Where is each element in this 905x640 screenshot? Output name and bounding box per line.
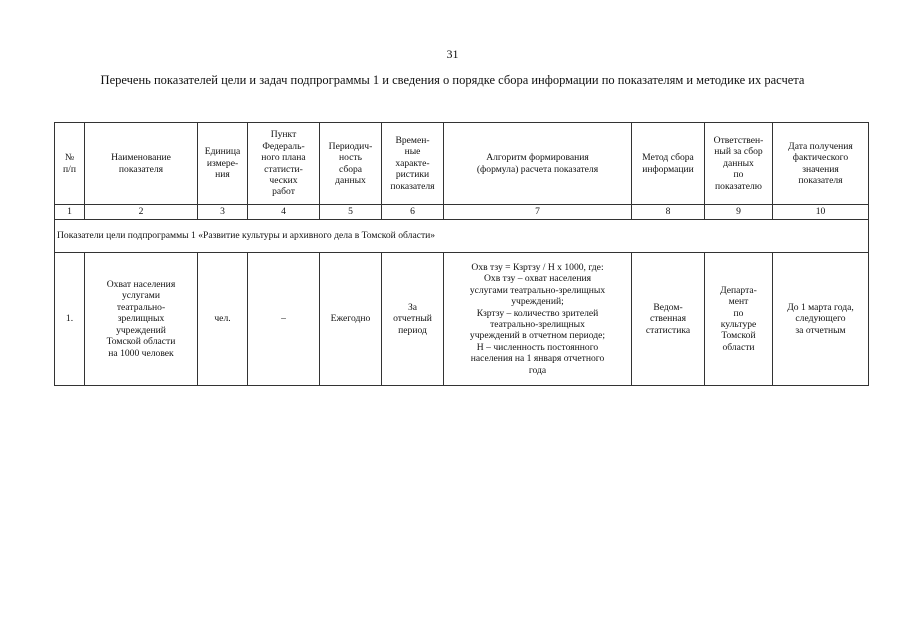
column-number: 6: [382, 205, 444, 220]
header-line: Периодич-: [328, 140, 373, 152]
header-line: ристики: [395, 169, 430, 181]
header-line: показателю: [715, 180, 762, 192]
cell-line: Ведом-: [653, 301, 683, 313]
column-number-row: [55, 205, 869, 220]
column-header-6: [382, 123, 444, 205]
document-title: Перечень показателей цели и задач подпрограммы 1 и сведения о порядке сбора информации по показателям и методике их расчета: [100, 73, 805, 87]
header-line: ный за сбор: [714, 146, 763, 158]
header-line: Ответствен-: [713, 134, 764, 146]
section-row: [55, 220, 869, 253]
cell-line: Охв тзу – охват населения: [483, 273, 592, 285]
cell-line: Кзртзу – количество зрителей: [476, 307, 599, 319]
header-line: ческих: [269, 174, 298, 186]
header-line: измере-: [206, 157, 239, 169]
header-line: по: [733, 169, 744, 181]
header-line: сбора: [338, 163, 363, 175]
header-line: Федераль-: [262, 140, 305, 152]
header-line: данных: [335, 174, 366, 186]
header-line: фактического: [792, 152, 849, 164]
cell-line: статистика: [645, 324, 691, 336]
cell-line: культуре: [720, 319, 757, 330]
header-line: характе-: [395, 157, 430, 169]
cell-line: учреждений;: [511, 296, 564, 308]
cell-line: за отчетным: [795, 324, 846, 336]
cell-line: Охв тзу = Кзртзу / Н х 1000, где:: [471, 261, 604, 273]
column-number: 5: [320, 205, 382, 220]
cell-line: области: [722, 341, 755, 353]
column-number: 4: [248, 205, 320, 220]
header-line: Метод сбора: [642, 152, 694, 164]
column-number: 8: [632, 205, 705, 220]
header-line: показателя: [798, 174, 843, 186]
column-number: 3: [198, 205, 248, 220]
cell-indicator-name: [85, 253, 198, 386]
page-number: 31: [446, 47, 459, 61]
header-line: информации: [642, 163, 694, 175]
header-line: работ: [272, 186, 295, 198]
header-line: №: [64, 152, 75, 164]
header-line: показателя: [118, 163, 164, 175]
cell-line: театрально-: [116, 301, 166, 313]
header-line: ность: [339, 152, 362, 164]
column-header-10: [773, 123, 869, 205]
header-row: [55, 123, 869, 205]
cell-line: период: [398, 324, 427, 336]
header-line: данных: [723, 157, 754, 169]
column-header-3: [198, 123, 248, 205]
cell-line: Томской: [721, 330, 756, 342]
cell-time-characteristics: [382, 253, 444, 386]
indicators-table: [54, 122, 869, 386]
cell-periodicity: Ежегодно: [320, 253, 382, 386]
column-number: 10: [773, 205, 869, 220]
header-line: Дата получения: [788, 140, 853, 152]
table-row: [55, 253, 869, 386]
cell-date: [773, 253, 869, 386]
cell-line: Департа-: [720, 284, 757, 296]
header-line: Единица: [204, 146, 241, 158]
header-line: значения: [802, 163, 839, 175]
cell-line: Томской области: [106, 336, 176, 348]
header-line: Алгоритм формирования: [486, 152, 589, 164]
column-header-5: [320, 123, 382, 205]
header-line: ния: [215, 169, 230, 181]
header-line: статисти-: [264, 163, 303, 175]
cell-unit: чел.: [198, 253, 248, 386]
cell-line: учреждений в отчетном периоде;: [469, 330, 606, 342]
header-line: п/п: [63, 163, 76, 175]
column-number: 1: [55, 205, 85, 220]
cell-line: следующего: [795, 313, 846, 325]
header-line: Времен-: [395, 134, 430, 146]
cell-line: года: [528, 364, 547, 376]
cell-line: Охват населения: [106, 279, 176, 291]
cell-line: ственная: [649, 313, 687, 325]
column-number: 9: [705, 205, 773, 220]
cell-line: по: [733, 307, 744, 319]
column-number: 2: [85, 205, 198, 220]
header-line: Наименование: [111, 152, 171, 164]
cell-line: отчетный: [393, 313, 432, 325]
column-header-2: [85, 123, 198, 205]
cell-line: услугами: [121, 290, 161, 302]
header-line: ные: [404, 146, 421, 158]
cell-line: Н – численность постоянного: [476, 341, 599, 353]
header-line: показателя: [390, 180, 435, 192]
cell-line: на 1000 человек: [108, 347, 174, 359]
column-header-7: [444, 123, 632, 205]
column-number: 7: [444, 205, 632, 220]
cell-line: населения на 1 января отчетного: [470, 353, 605, 365]
cell-line: учреждений: [116, 324, 166, 336]
column-header-1: [55, 123, 85, 205]
header-line: Пункт: [270, 129, 297, 141]
cell-line: За: [407, 301, 418, 313]
cell-plan-item: –: [248, 253, 320, 386]
cell-num: 1.: [55, 253, 85, 386]
column-header-8: [632, 123, 705, 205]
cell-formula: [444, 253, 632, 386]
column-header-4: [248, 123, 320, 205]
cell-collection-method: [632, 253, 705, 386]
header-line: (формула) расчета показателя: [476, 163, 599, 175]
header-line: ного плана: [261, 152, 306, 164]
cell-line: зрелищных: [117, 313, 165, 325]
section-title: Показатели цели подпрограммы 1 «Развитие культуры и архивного дела в Томской области»: [55, 220, 869, 253]
column-header-9: [705, 123, 773, 205]
cell-line: театрально-зрелищных: [490, 319, 585, 330]
cell-line: мент: [728, 296, 749, 308]
cell-line: услугами театрально-зрелищных: [469, 284, 606, 296]
cell-line: До 1 марта года,: [787, 301, 854, 313]
cell-responsible: [705, 253, 773, 386]
